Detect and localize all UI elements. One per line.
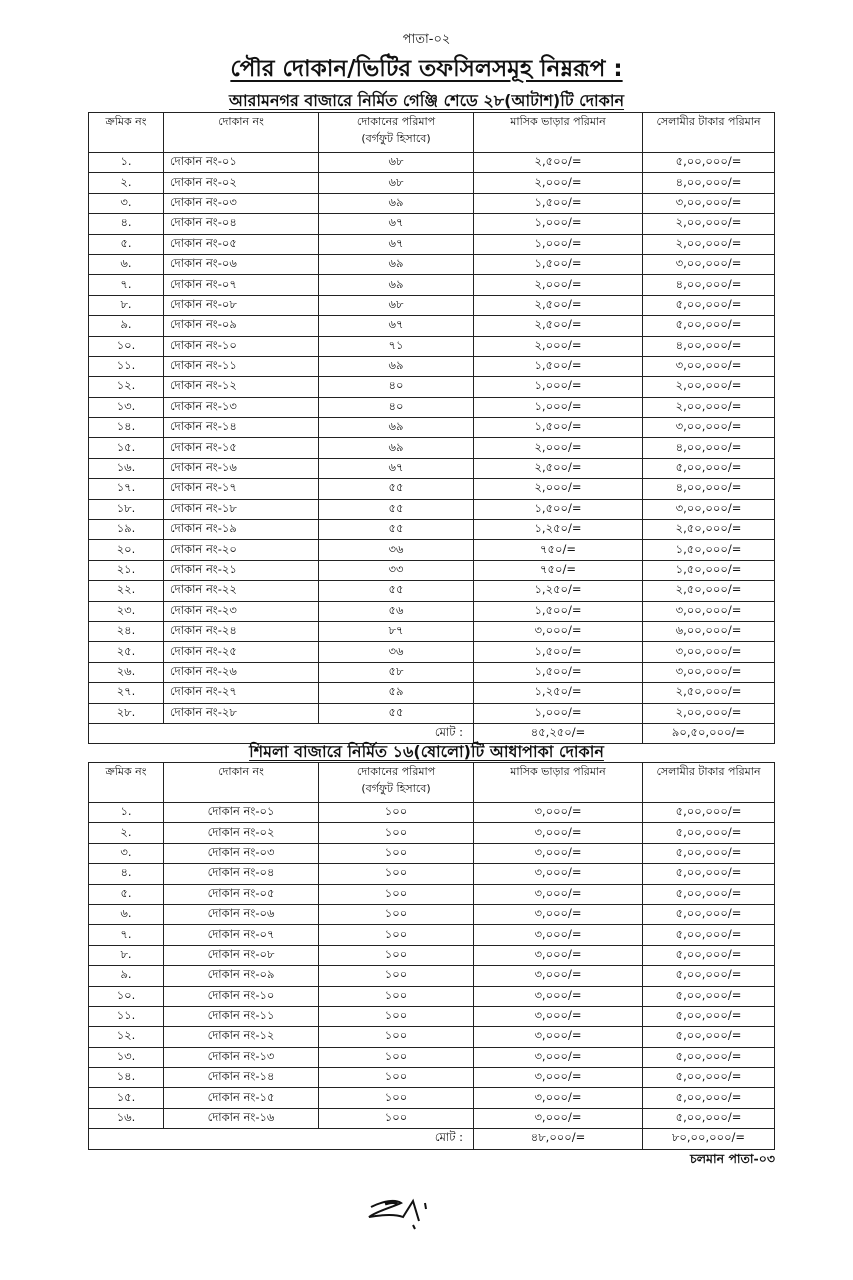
shop-no-cell: দোকান নং-০৬ (164, 904, 319, 924)
rent-cell: ১,০০০/= (474, 377, 643, 397)
shop-no-cell: দোকান নং-০৭ (164, 925, 319, 945)
shop-no-cell: দোকান নং-০৯ (164, 966, 319, 986)
rent-cell: ৩,০০০/= (474, 843, 643, 863)
rent-cell: ১,৫০০/= (474, 642, 643, 662)
header-salami: সেলামীর টাকার পরিমান (643, 113, 775, 153)
shop-no-cell: দোকান নং-১৩ (164, 1047, 319, 1067)
rent-cell: ৩,০০০/= (474, 925, 643, 945)
salami-cell: ৩,০০,০০০/= (643, 642, 775, 662)
table-row (89, 843, 775, 863)
size-cell: ১০০ (319, 803, 474, 823)
salami-cell: ৪,০০,০০০/= (643, 173, 775, 193)
serial-cell: ১৬. (89, 458, 164, 478)
shop-no-cell: দোকান নং-০২ (164, 173, 319, 193)
serial-cell: ১৪. (89, 1068, 164, 1088)
size-cell: ৬৭ (319, 214, 474, 234)
rent-cell: ৩,০০০/= (474, 884, 643, 904)
size-cell: ১০০ (319, 925, 474, 945)
table-row (89, 683, 775, 703)
rent-cell: ৩,০০০/= (474, 823, 643, 843)
shop-no-cell: দোকান নং-১৫ (164, 438, 319, 458)
salami-cell: ৩,০০,০০০/= (643, 662, 775, 682)
shop-no-cell: দোকান নং-১৬ (164, 458, 319, 478)
size-cell: ১০০ (319, 904, 474, 924)
salami-cell: ২,০০,০০০/= (643, 397, 775, 417)
shop-no-cell: দোকান নং-২৮ (164, 703, 319, 723)
shop-no-cell: দোকান নং-০৩ (164, 843, 319, 863)
salami-cell: ৫,০০,০০০/= (643, 945, 775, 965)
shop-no-cell: দোকান নং-১০ (164, 336, 319, 356)
serial-cell: ১৫. (89, 1088, 164, 1108)
salami-cell: ১,৫০,০০০/= (643, 540, 775, 560)
total-rent: ৪৮,০০০/= (474, 1129, 643, 1149)
page-title-text: পৌর দোকান/ভিটির তফসিলসমূহ নিম্নরূপ : (230, 56, 623, 82)
table-row (89, 703, 775, 723)
shop-no-cell: দোকান নং-২৩ (164, 601, 319, 621)
rent-cell: ৩,০০০/= (474, 1047, 643, 1067)
size-cell: ১০০ (319, 1108, 474, 1128)
total-salami: ৯০,৫০,০০০/= (643, 723, 775, 743)
size-cell: ১০০ (319, 1088, 474, 1108)
table-row (89, 499, 775, 519)
serial-cell: ১৭. (89, 479, 164, 499)
rent-cell: ১,২৫০/= (474, 520, 643, 540)
serial-cell: ১৮. (89, 499, 164, 519)
salami-cell: ৫,০০,০০০/= (643, 966, 775, 986)
salami-cell: ২,০০,০০০/= (643, 214, 775, 234)
size-cell: ৫৫ (319, 520, 474, 540)
table-row (89, 377, 775, 397)
table-row (89, 356, 775, 376)
size-cell: ৪০ (319, 377, 474, 397)
salami-cell: ৫,০০,০০০/= (643, 1088, 775, 1108)
size-cell: ৫৯ (319, 683, 474, 703)
shop-no-cell: দোকান নং-০৪ (164, 864, 319, 884)
header-salami: সেলামীর টাকার পরিমান (643, 763, 775, 803)
rent-cell: ১,০০০/= (474, 234, 643, 254)
salami-cell: ৫,০০,০০০/= (643, 884, 775, 904)
rent-cell: ৩,০০০/= (474, 1006, 643, 1026)
size-cell: ৩৬ (319, 540, 474, 560)
salami-cell: ৩,০০,০০০/= (643, 254, 775, 274)
serial-cell: ১৩. (89, 397, 164, 417)
serial-cell: ২. (89, 173, 164, 193)
salami-cell: ৫,০০,০০০/= (643, 458, 775, 478)
shop-no-cell: দোকান নং-২৬ (164, 662, 319, 682)
table-row (89, 662, 775, 682)
size-cell: ১০০ (319, 884, 474, 904)
serial-cell: ২৮. (89, 703, 164, 723)
size-cell: ১০০ (319, 1006, 474, 1026)
table-row (89, 925, 775, 945)
shop-no-cell: দোকান নং-১৩ (164, 397, 319, 417)
table-row (89, 803, 775, 823)
header-serial: ক্রমিক নং (89, 113, 164, 153)
salami-cell: ৫,০০,০০০/= (643, 904, 775, 924)
size-cell: ৬৯ (319, 254, 474, 274)
shop-no-cell: দোকান নং-১৪ (164, 418, 319, 438)
header-size (319, 113, 474, 153)
size-cell: ৬৯ (319, 438, 474, 458)
rent-cell: ৩,০০০/= (474, 1027, 643, 1047)
table-row (89, 193, 775, 213)
serial-cell: ১৬. (89, 1108, 164, 1128)
rent-cell: ১,৫০০/= (474, 254, 643, 274)
size-cell: ৬৭ (319, 458, 474, 478)
table-row (89, 254, 775, 274)
header-serial: ক্রমিক নং (89, 763, 164, 803)
shop-no-cell: দোকান নং-০৪ (164, 214, 319, 234)
size-cell: ৫৬ (319, 601, 474, 621)
table-row (89, 560, 775, 580)
serial-cell: ৫. (89, 884, 164, 904)
total-row (89, 1129, 775, 1149)
table-row (89, 1047, 775, 1067)
rent-cell: ৩,০০০/= (474, 621, 643, 641)
salami-cell: ৫,০০,০০০/= (643, 803, 775, 823)
rent-cell: ২,৫০০/= (474, 458, 643, 478)
shop-no-cell: দোকান নং-১২ (164, 1027, 319, 1047)
shop-no-cell: দোকান নং-০২ (164, 823, 319, 843)
size-cell: ৬৯ (319, 356, 474, 376)
table-row (89, 621, 775, 641)
table-row (89, 966, 775, 986)
rent-cell: ১,৫০০/= (474, 193, 643, 213)
salami-cell: ৫,০০,০০০/= (643, 1027, 775, 1047)
shop-no-cell: দোকান নং-০৬ (164, 254, 319, 274)
salami-cell: ৪,০০,০০০/= (643, 479, 775, 499)
size-cell: ১০০ (319, 1027, 474, 1047)
total-salami: ৮০,০০,০০০/= (643, 1129, 775, 1149)
header-size-line2: (বর্গফুট হিসাবে) (361, 132, 431, 145)
serial-cell: ৬. (89, 254, 164, 274)
salami-cell: ২,০০,০০০/= (643, 377, 775, 397)
size-cell: ৬৮ (319, 153, 474, 173)
serial-cell: ২৫. (89, 642, 164, 662)
salami-cell: ৫,০০,০০০/= (643, 864, 775, 884)
table-row (89, 316, 775, 336)
rent-cell: ৭৫০/= (474, 540, 643, 560)
shop-no-cell: দোকান নং-২৫ (164, 642, 319, 662)
size-cell: ৬৭ (319, 316, 474, 336)
serial-cell: ১০. (89, 986, 164, 1006)
table-row (89, 336, 775, 356)
table-row (89, 234, 775, 254)
serial-cell: ২৪. (89, 621, 164, 641)
serial-cell: ৬. (89, 904, 164, 924)
table-row (89, 986, 775, 1006)
shop-no-cell: দোকান নং-০৫ (164, 234, 319, 254)
section2-table (88, 762, 775, 1150)
rent-cell: ৩,০০০/= (474, 1088, 643, 1108)
shop-no-cell: দোকান নং-১৫ (164, 1088, 319, 1108)
size-cell: ৫৮ (319, 662, 474, 682)
table-row (89, 397, 775, 417)
total-rent: ৪৫,২৫০/= (474, 723, 643, 743)
salami-cell: ৫,০০,০০০/= (643, 823, 775, 843)
table-row (89, 1027, 775, 1047)
table-row (89, 1088, 775, 1108)
salami-cell: ৫,০০,০০০/= (643, 295, 775, 315)
rent-cell: ১,৫০০/= (474, 356, 643, 376)
table-row (89, 479, 775, 499)
table-row (89, 173, 775, 193)
header-size (319, 763, 474, 803)
size-cell: ৫৫ (319, 581, 474, 601)
table-header-row (89, 763, 775, 803)
page-number: পাতা-০২ (402, 32, 451, 47)
rent-cell: ১,৫০০/= (474, 499, 643, 519)
table-row (89, 1108, 775, 1128)
table-row (89, 884, 775, 904)
rent-cell: ৭৫০/= (474, 560, 643, 580)
serial-cell: ১৫. (89, 438, 164, 458)
shop-no-cell: দোকান নং-০১ (164, 803, 319, 823)
serial-cell: ২২. (89, 581, 164, 601)
salami-cell: ৩,০০,০০০/= (643, 356, 775, 376)
table-row (89, 864, 775, 884)
salami-cell: ৫,০০,০০০/= (643, 1006, 775, 1026)
serial-cell: ১১. (89, 356, 164, 376)
rent-cell: ৩,০০০/= (474, 945, 643, 965)
size-cell: ১০০ (319, 1047, 474, 1067)
shop-no-cell: দোকান নং-০৮ (164, 295, 319, 315)
rent-cell: ১,০০০/= (474, 214, 643, 234)
shop-no-cell: দোকান নং-১১ (164, 356, 319, 376)
shop-no-cell: দোকান নং-২০ (164, 540, 319, 560)
serial-cell: ১৪. (89, 418, 164, 438)
rent-cell: ১,৫০০/= (474, 418, 643, 438)
serial-cell: ৪. (89, 214, 164, 234)
shop-no-cell: দোকান নং-২৪ (164, 621, 319, 641)
rent-cell: ৩,০০০/= (474, 904, 643, 924)
size-cell: ৮৭ (319, 621, 474, 641)
rent-cell: ২,০০০/= (474, 173, 643, 193)
salami-cell: ৫,০০,০০০/= (643, 1108, 775, 1128)
rent-cell: ২,৫০০/= (474, 316, 643, 336)
serial-cell: ১১. (89, 1006, 164, 1026)
table-row (89, 438, 775, 458)
salami-cell: ৫,০০,০০০/= (643, 925, 775, 945)
size-cell: ৩৬ (319, 642, 474, 662)
serial-cell: ৮. (89, 295, 164, 315)
size-cell: ৫৫ (319, 703, 474, 723)
shop-no-cell: দোকান নং-১৮ (164, 499, 319, 519)
rent-cell: ১,০০০/= (474, 703, 643, 723)
table-row (89, 945, 775, 965)
table-row (89, 1068, 775, 1088)
salami-cell: ৩,০০,০০০/= (643, 601, 775, 621)
size-cell: ১০০ (319, 864, 474, 884)
salami-cell: ৩,০০,০০০/= (643, 418, 775, 438)
serial-cell: ১. (89, 803, 164, 823)
shop-no-cell: দোকান নং-২১ (164, 560, 319, 580)
table-row (89, 153, 775, 173)
size-cell: ৫৫ (319, 479, 474, 499)
salami-cell: ২,৫০,০০০/= (643, 520, 775, 540)
continued-page-note: চলমান পাতা-০৩ (690, 1151, 775, 1166)
size-cell: ৬৮ (319, 295, 474, 315)
rent-cell: ২,০০০/= (474, 336, 643, 356)
table-row (89, 642, 775, 662)
header-shop-no: দোকান নং (164, 113, 319, 153)
shop-no-cell: দোকান নং-১৯ (164, 520, 319, 540)
serial-cell: ৭. (89, 925, 164, 945)
salami-cell: ৪,০০,০০০/= (643, 275, 775, 295)
size-cell: ৪০ (319, 397, 474, 417)
size-cell: ১০০ (319, 945, 474, 965)
shop-no-cell: দোকান নং-১৭ (164, 479, 319, 499)
table-row (89, 904, 775, 924)
serial-cell: ১. (89, 153, 164, 173)
salami-cell: ২,৫০,০০০/= (643, 581, 775, 601)
table-row (89, 540, 775, 560)
section1-table (88, 112, 775, 744)
total-label: মোট : (89, 723, 474, 743)
rent-cell: ৩,০০০/= (474, 1068, 643, 1088)
salami-cell: ২,০০,০০০/= (643, 234, 775, 254)
shop-no-cell: দোকান নং-০৯ (164, 316, 319, 336)
serial-cell: ২০. (89, 540, 164, 560)
header-size-line1: দোকানের পরিমাপ (356, 115, 436, 128)
shop-no-cell: দোকান নং-১৪ (164, 1068, 319, 1088)
table-header-row (89, 113, 775, 153)
salami-cell: ২,৫০,০০০/= (643, 683, 775, 703)
shop-no-cell: দোকান নং-০৩ (164, 193, 319, 213)
size-cell: ৬৯ (319, 193, 474, 213)
header-rent: মাসিক ভাড়ার পরিমান (474, 763, 643, 803)
serial-cell: ২. (89, 823, 164, 843)
salami-cell: ৩,০০,০০০/= (643, 193, 775, 213)
salami-cell: ৪,০০,০০০/= (643, 336, 775, 356)
rent-cell: ২,০০০/= (474, 479, 643, 499)
serial-cell: ১২. (89, 1027, 164, 1047)
section1-title (0, 88, 853, 115)
shop-no-cell: দোকান নং-০১ (164, 153, 319, 173)
salami-cell: ৫,০০,০০০/= (643, 1068, 775, 1088)
rent-cell: ৩,০০০/= (474, 1108, 643, 1128)
rent-cell: ১,৫০০/= (474, 662, 643, 682)
salami-cell: ৫,০০,০০০/= (643, 986, 775, 1006)
rent-cell: ৩,০০০/= (474, 803, 643, 823)
rent-cell: ২,০০০/= (474, 438, 643, 458)
table-row (89, 1006, 775, 1026)
serial-cell: ১৯. (89, 520, 164, 540)
serial-cell: ৯. (89, 966, 164, 986)
shop-no-cell: দোকান নং-০৭ (164, 275, 319, 295)
rent-cell: ৩,০০০/= (474, 966, 643, 986)
size-cell: ১০০ (319, 966, 474, 986)
salami-cell: ৫,০০,০০০/= (643, 153, 775, 173)
salami-cell: ৪,০০,০০০/= (643, 438, 775, 458)
rent-cell: ১,২৫০/= (474, 581, 643, 601)
size-cell: ১০০ (319, 986, 474, 1006)
rent-cell: ৩,০০০/= (474, 864, 643, 884)
shop-no-cell: দোকান নং-২২ (164, 581, 319, 601)
header-size-line1: দোকানের পরিমাপ (356, 765, 436, 778)
table-row (89, 214, 775, 234)
page-title (0, 50, 853, 89)
serial-cell: ৫. (89, 234, 164, 254)
shop-no-cell: দোকান নং-১২ (164, 377, 319, 397)
serial-cell: ১৩. (89, 1047, 164, 1067)
size-cell: ৬৮ (319, 173, 474, 193)
shop-no-cell: দোকান নং-১৬ (164, 1108, 319, 1128)
table-row (89, 275, 775, 295)
serial-cell: ২৭. (89, 683, 164, 703)
salami-cell: ৩,০০,০০০/= (643, 499, 775, 519)
size-cell: ৬৯ (319, 418, 474, 438)
header-size-line2: (বর্গফুট হিসাবে) (361, 782, 431, 795)
table-row (89, 520, 775, 540)
rent-cell: ৩,০০০/= (474, 986, 643, 1006)
shop-no-cell: দোকান নং-১০ (164, 986, 319, 1006)
rent-cell: ২,০০০/= (474, 275, 643, 295)
table-row (89, 418, 775, 438)
salami-cell: ৫,০০,০০০/= (643, 1047, 775, 1067)
size-cell: ১০০ (319, 823, 474, 843)
size-cell: ৭১ (319, 336, 474, 356)
serial-cell: ২৬. (89, 662, 164, 682)
table-row (89, 581, 775, 601)
table-row (89, 458, 775, 478)
serial-cell: ৯. (89, 316, 164, 336)
size-cell: ১০০ (319, 1068, 474, 1088)
section1-title-text: আরামনগর বাজারে নির্মিত গেঞ্জি শেডে ২৮(আটাশ)টি দোকান (228, 91, 625, 110)
table-row (89, 601, 775, 621)
serial-cell: ৮. (89, 945, 164, 965)
serial-cell: ১২. (89, 377, 164, 397)
shop-no-cell: দোকান নং-২৭ (164, 683, 319, 703)
salami-cell: ১,৫০,০০০/= (643, 560, 775, 580)
rent-cell: ১,২৫০/= (474, 683, 643, 703)
serial-cell: ২৩. (89, 601, 164, 621)
size-cell: ৩৩ (319, 560, 474, 580)
size-cell: ৬৭ (319, 234, 474, 254)
salami-cell: ২,০০,০০০/= (643, 703, 775, 723)
shop-no-cell: দোকান নং-১১ (164, 1006, 319, 1026)
rent-cell: ২,৫০০/= (474, 153, 643, 173)
rent-cell: ১,৫০০/= (474, 601, 643, 621)
table-row (89, 823, 775, 843)
serial-cell: ৩. (89, 193, 164, 213)
rent-cell: ২,৫০০/= (474, 295, 643, 315)
section2-title-text: শিমলা বাজারে নির্মিত ১৬(ষোলো)টি আধাপাকা দোকান (249, 742, 604, 761)
salami-cell: ৫,০০,০০০/= (643, 843, 775, 863)
serial-cell: ৭. (89, 275, 164, 295)
salami-cell: ৬,০০,০০০/= (643, 621, 775, 641)
rent-cell: ১,০০০/= (474, 397, 643, 417)
header-rent: মাসিক ভাড়ার পরিমান (474, 113, 643, 153)
table-row (89, 295, 775, 315)
size-cell: ৬৯ (319, 275, 474, 295)
serial-cell: ৪. (89, 864, 164, 884)
header-shop-no: দোকান নং (164, 763, 319, 803)
serial-cell: ১০. (89, 336, 164, 356)
serial-cell: ৩. (89, 843, 164, 863)
serial-cell: ২১. (89, 560, 164, 580)
shop-no-cell: দোকান নং-০৫ (164, 884, 319, 904)
size-cell: ১০০ (319, 843, 474, 863)
total-label: মোট : (89, 1129, 474, 1149)
shop-no-cell: দোকান নং-০৮ (164, 945, 319, 965)
signature-icon (365, 1195, 435, 1239)
salami-cell: ৫,০০,০০০/= (643, 316, 775, 336)
size-cell: ৫৫ (319, 499, 474, 519)
